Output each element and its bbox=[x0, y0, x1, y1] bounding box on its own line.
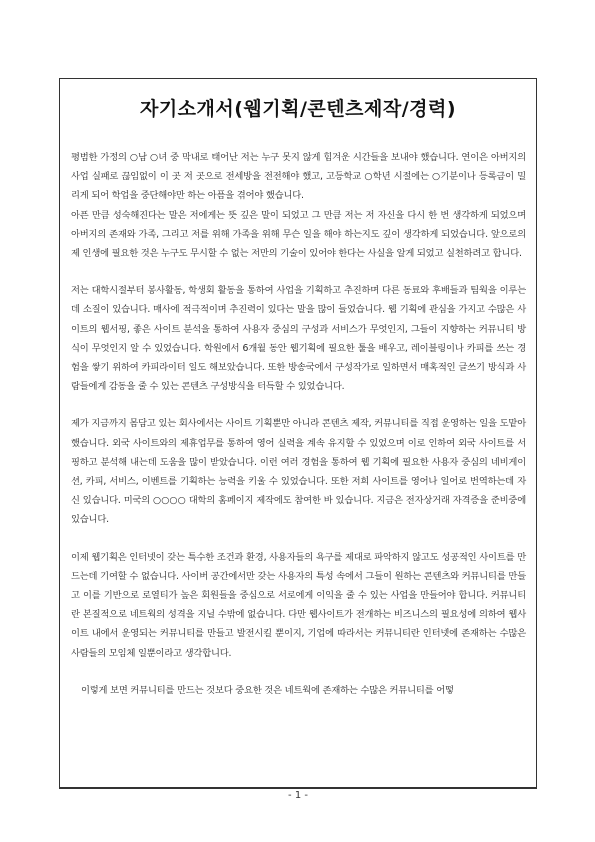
paragraph-community-continued: 이렇게 보면 커뮤니티를 만드는 것보다 중요한 것은 네트웍에 존재하는 수많은 커뮤니티를 어떻 bbox=[81, 684, 454, 696]
paragraph-company-experience: 제가 지금까지 몸담고 있는 회사에서는 사이트 기획뿐만 아니라 콘텐츠 제작, 커뮤니티를 직접 운영하는 일을 도맡아 했습니다. 외국 사이트와의 제휴업무를 통하여 영어 실력을 계속 유지할 수 있었으며 이로 인하여 외국 사이트를 서핑하고 분석해 내는데 도움을 많이 받았습니다. 이런 여러 경험을 통하여 웹 기획에 필요한 사용자 중심의 네비게이션, 카피, 서비스, 이벤트를 기획하는 능력을 키울 수 있었습니다. 또한 저희 사이트를 영어나 일어로 번역하는데 자신 있습니다. 미국의 ○○○○ 대학의 홈페이지 제작에도 참여한 바 있습니다. 지금은 전자상거래 자격증을 준비중에 있습니다. bbox=[71, 418, 526, 526]
paragraph-maturity: 아픈 만큼 성숙해진다는 말은 저에게는 뜻 깊은 말이 되었고 그 만큼 저는 저 자신을 다시 한 번 생각하게 되었으며 아버지의 존재와 가족, 그리고 저를 위해 가족을 위해 무슨 일을 해야 하는지도 깊이 생각하게 되었습니다. 앞으로의 제 인생에 필요한 것은 누구도 무시할 수 없는 저만의 기술이 있어야 한다는 사실을 알게 되었고 실천하려고 합니다. bbox=[71, 209, 526, 260]
paragraph-university-experience: 저는 대학시절부터 봉사활동, 학생회 활동을 통하여 사업을 기획하고 추진하며 다른 동료와 후배들과 팀웍을 이루는데 소질이 있습니다. 매사에 적극적이며 추진력이 있다는 말을 많이 들었습니다. 웹 기획에 관심을 가지고 수많은 사이트의 웹서핑, 좋은 사이트 분석을 통하여 사용자 중심의 구성과 서비스가 무엇인지, 그들이 지향하는 커뮤니티 방식이 무엇인지 알 수 있었습니다. 학원에서 6개월 동안 웹기획에 필요한 툴을 배우고, 레이블링이나 카피를 쓰는 경험을 쌓기 위하여 카피라이터 일도 해보았습니다. 또한 방송국에서 구성작가로 일하면서 매혹적인 글쓰기 방식과 사람들에게 감동을 줄 수 있는 콘텐츠 구성방식을 터득할 수 있었습니다. bbox=[71, 285, 526, 393]
paragraph-web-planning-view: 이제 웹기획은 인터넷이 갖는 특수한 조건과 환경, 사용자들의 욕구를 제대로 파악하지 않고도 성공적인 사이트를 만드는데 기여할 수 없습니다. 사이버 공간에서만 갖는 사용자의 특성 속에서 그들이 원하는 콘텐츠와 커뮤니티를 만들고 이를 기반으로 로열티가 높은 회원들을 중심으로 서로에게 이익을 줄 수 있는 사업을 만들어야 합니다. 커뮤니티란 본질적으로 네트웍의 성격을 지닐 수밖에 없습니다. 다만 웹사이트가 전개하는 비즈니스의 필요성에 의하여 웹사이트 내에서 운영되는 커뮤니티를 만들고 발전시킬 뿐이지, 기업에 따라서는 커뮤니티란 인터넷에 존재하는 수많은 사람들의 모임체 일뿐이라고 생각합니다. bbox=[71, 551, 526, 659]
paragraph-family-background: 평범한 가정의 ○남 ○녀 중 막내로 태어난 저는 누구 못지 않게 힘겨운 시간들을 보내야 했습니다. 연이은 아버지의 사업 실패로 끊임없이 이 곳 저 곳으로 전세방을 전전해야 했고, 고등학교 ○학년 시절에는 ○기분이나 등록금이 밀리게 되어 학업을 중단해야만 하는 아픔을 겪어야 했습니다. bbox=[71, 152, 526, 202]
document-title: 자기소개서(웹기획/콘텐츠제작/경력) bbox=[139, 98, 457, 120]
document-body bbox=[71, 148, 526, 718]
page-footer-rule bbox=[59, 788, 537, 789]
page-number: - 1 - bbox=[288, 790, 308, 801]
